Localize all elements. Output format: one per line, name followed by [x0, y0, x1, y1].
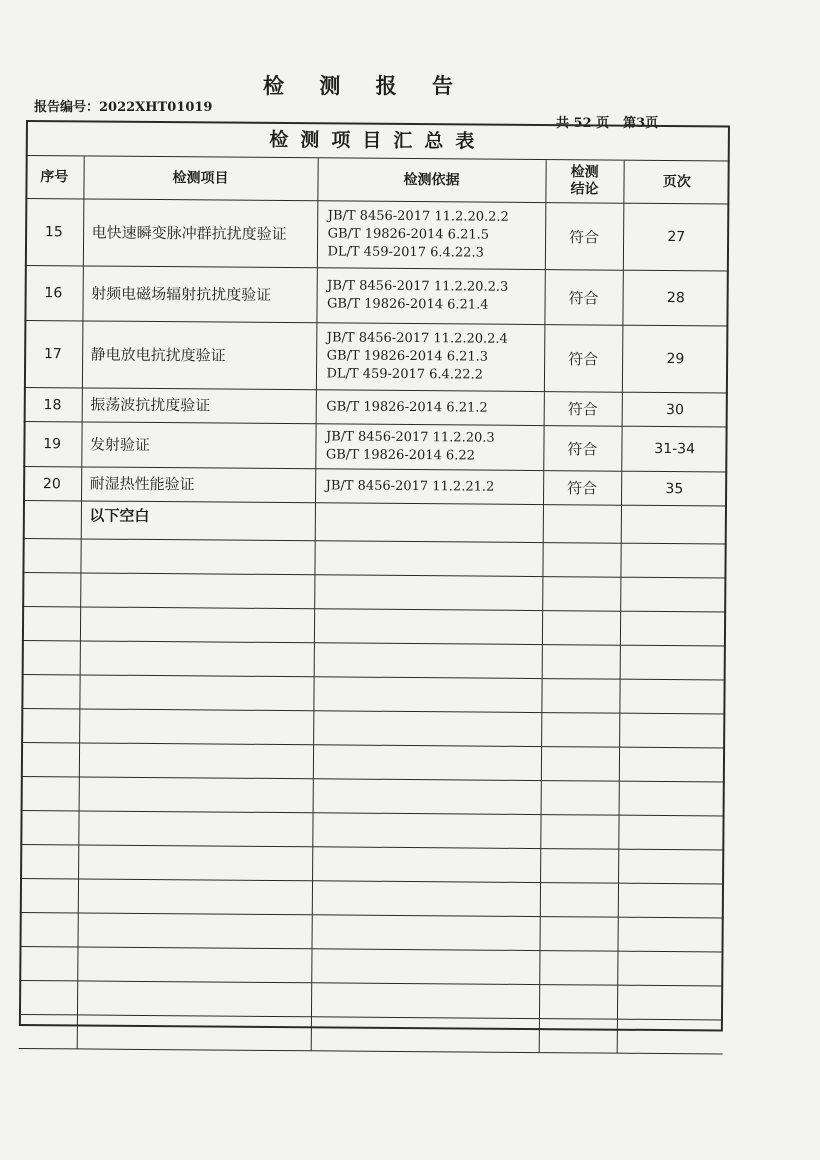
empty-cell [311, 983, 539, 1019]
empty-cell [619, 781, 725, 816]
current-page: 第3页 [623, 116, 659, 131]
empty-cell [619, 713, 725, 748]
basis-line: JB/T 8456-2017 11.2.20.3 [325, 429, 495, 446]
empty-cell [78, 811, 312, 847]
row-basis [315, 469, 543, 505]
table-title: 检测项目汇总表 [26, 120, 730, 162]
empty-cell [78, 879, 312, 915]
row-page: 30 [622, 392, 728, 427]
row-no: 17 [24, 320, 83, 387]
empty-cell [621, 505, 727, 544]
empty-cell [620, 543, 726, 578]
empty-cell [77, 981, 311, 1017]
empty-cell [541, 747, 619, 782]
empty-cell [539, 1019, 617, 1054]
row-page: 31-34 [621, 426, 727, 472]
empty-cell [21, 742, 79, 776]
row-item: 振荡波抗扰度验证 [82, 388, 316, 424]
empty-cell [78, 913, 312, 949]
row-item: 射频电磁场辐射抗扰度验证 [82, 266, 316, 323]
empty-cell [19, 1014, 77, 1048]
blank-note-row [23, 500, 727, 544]
empty-cell [77, 947, 311, 983]
empty-cell [542, 543, 620, 578]
empty-cell [314, 541, 542, 577]
empty-cell [313, 711, 541, 747]
row-item: 耐湿热性能验证 [81, 467, 315, 503]
row-result: 符合 [543, 426, 621, 472]
row-page: 29 [622, 325, 729, 393]
row-result: 符合 [544, 325, 623, 393]
row-no: 20 [23, 466, 81, 500]
row-basis [316, 268, 544, 325]
table-header-row [25, 156, 729, 204]
basis-line: JB/T 8456-2017 11.2.20.2.3 [327, 278, 509, 295]
empty-cell [542, 645, 620, 680]
empty-cell [619, 747, 725, 782]
empty-cell [619, 679, 725, 714]
empty-cell [20, 912, 78, 946]
header-no: 序号 [25, 156, 83, 199]
empty-row [20, 912, 724, 952]
empty-row [19, 946, 723, 986]
row-basis [315, 424, 543, 471]
empty-row [19, 1014, 723, 1054]
empty-cell [79, 675, 313, 711]
basis-line: GB/T 19826-2014 6.21.3 [326, 348, 489, 365]
empty-row [20, 844, 724, 884]
empty-cell [20, 878, 78, 912]
table-row [24, 265, 728, 326]
empty-cell [19, 946, 77, 980]
empty-cell [80, 641, 314, 677]
basis-line: GB/T 19826-2014 6.21.2 [326, 398, 488, 416]
row-result: 符合 [544, 392, 622, 427]
header-result-line1: 检测 [570, 164, 599, 181]
empty-cell [617, 985, 723, 1020]
empty-cell [542, 611, 620, 646]
row-no: 15 [25, 198, 84, 265]
row-page: 27 [623, 203, 730, 271]
blank-note: 以下空白 [81, 501, 315, 541]
row-item: 发射验证 [81, 422, 315, 469]
summary-table [19, 156, 730, 1055]
header-basis: 检测依据 [317, 158, 545, 202]
total-pages: 共 52 页 [556, 116, 610, 131]
empty-cell [312, 847, 540, 883]
empty-cell [543, 505, 621, 544]
document-title: 检 测 报 告 [263, 73, 467, 98]
empty-cell [21, 776, 79, 810]
empty-cell [618, 849, 724, 884]
empty-row [21, 674, 725, 714]
header-item: 检测项目 [83, 156, 317, 200]
basis-line: GB/T 19826-2014 6.22 [325, 447, 475, 464]
row-basis [316, 323, 545, 392]
empty-row [19, 980, 723, 1020]
empty-cell [620, 645, 726, 680]
empty-cell [541, 781, 619, 816]
empty-cell [80, 607, 314, 643]
empty-cell [540, 849, 618, 884]
empty-cell [312, 881, 540, 917]
empty-cell [311, 949, 539, 985]
empty-cell [540, 815, 618, 850]
empty-cell [19, 980, 77, 1014]
empty-cell [313, 745, 541, 781]
row-item: 电快速瞬变脉冲群抗扰度验证 [83, 199, 318, 268]
empty-cell [541, 713, 619, 748]
basis-line: DL/T 459-2017 6.4.22.3 [327, 244, 484, 261]
table-row [24, 387, 728, 427]
empty-cell [314, 575, 542, 611]
basis-line: DL/T 459-2017 6.4.22.2 [326, 366, 483, 383]
empty-cell [617, 917, 723, 952]
empty-row [20, 878, 724, 918]
basis-line: GB/T 19826-2014 6.21.4 [327, 296, 489, 313]
empty-cell [313, 779, 541, 815]
empty-cell [618, 815, 724, 850]
header-result [545, 160, 623, 203]
empty-cell [311, 1017, 539, 1053]
empty-cell [542, 577, 620, 612]
empty-row [22, 640, 726, 680]
empty-cell [21, 674, 79, 708]
empty-cell [23, 500, 81, 538]
row-result: 符合 [543, 471, 621, 506]
row-result: 符合 [545, 203, 624, 271]
empty-cell [79, 709, 313, 745]
header-result-line2: 结论 [570, 181, 599, 198]
table-row [23, 421, 727, 472]
empty-cell [22, 606, 80, 640]
row-page: 35 [621, 471, 727, 506]
empty-cell [22, 640, 80, 674]
empty-cell [539, 917, 617, 952]
basis-line: JB/T 8456-2017 11.2.20.2.4 [326, 330, 508, 347]
empty-cell [539, 951, 617, 986]
summary-sheet [19, 120, 730, 1032]
basis-line: JB/T 8456-2017 11.2.21.2 [325, 477, 495, 495]
row-page: 28 [622, 270, 728, 326]
empty-cell [80, 573, 314, 609]
empty-cell [77, 1015, 311, 1051]
header-page: 页次 [623, 161, 729, 204]
row-no: 16 [24, 265, 82, 320]
empty-row [21, 776, 725, 816]
empty-cell [540, 883, 618, 918]
row-basis [316, 390, 544, 426]
basis-line: GB/T 19826-2014 6.21.5 [327, 226, 490, 243]
empty-cell [22, 538, 80, 572]
report-number: 报告编号：2022XHT01019 [34, 100, 213, 115]
empty-cell [539, 985, 617, 1020]
row-no: 19 [23, 421, 81, 466]
empty-row [21, 742, 725, 782]
empty-cell [314, 643, 542, 679]
row-no: 18 [24, 387, 82, 421]
empty-cell [78, 845, 312, 881]
empty-cell [313, 677, 541, 713]
empty-cell [617, 1019, 723, 1054]
table-body [19, 198, 730, 1054]
row-item: 静电放电抗扰度验证 [82, 321, 317, 390]
empty-cell [620, 611, 726, 646]
empty-cell [618, 883, 724, 918]
row-basis [317, 201, 546, 270]
empty-cell [20, 810, 78, 844]
empty-cell [315, 503, 543, 543]
table-row [24, 320, 729, 393]
empty-row [22, 538, 726, 578]
empty-cell [20, 844, 78, 878]
empty-cell [541, 679, 619, 714]
empty-row [21, 708, 725, 748]
empty-cell [312, 813, 540, 849]
empty-cell [22, 572, 80, 606]
empty-cell [79, 743, 313, 779]
empty-row [20, 810, 724, 850]
empty-cell [314, 609, 542, 645]
empty-cell [80, 539, 314, 575]
empty-cell [21, 708, 79, 742]
empty-cell [620, 577, 726, 612]
empty-row [22, 572, 726, 612]
empty-row [22, 606, 726, 646]
empty-cell [79, 777, 313, 813]
empty-cell [617, 951, 723, 986]
table-row [25, 198, 730, 271]
basis-line: JB/T 8456-2017 11.2.20.2.2 [327, 208, 509, 225]
empty-cell [311, 915, 539, 951]
row-result: 符合 [544, 270, 622, 326]
table-row [23, 466, 727, 506]
